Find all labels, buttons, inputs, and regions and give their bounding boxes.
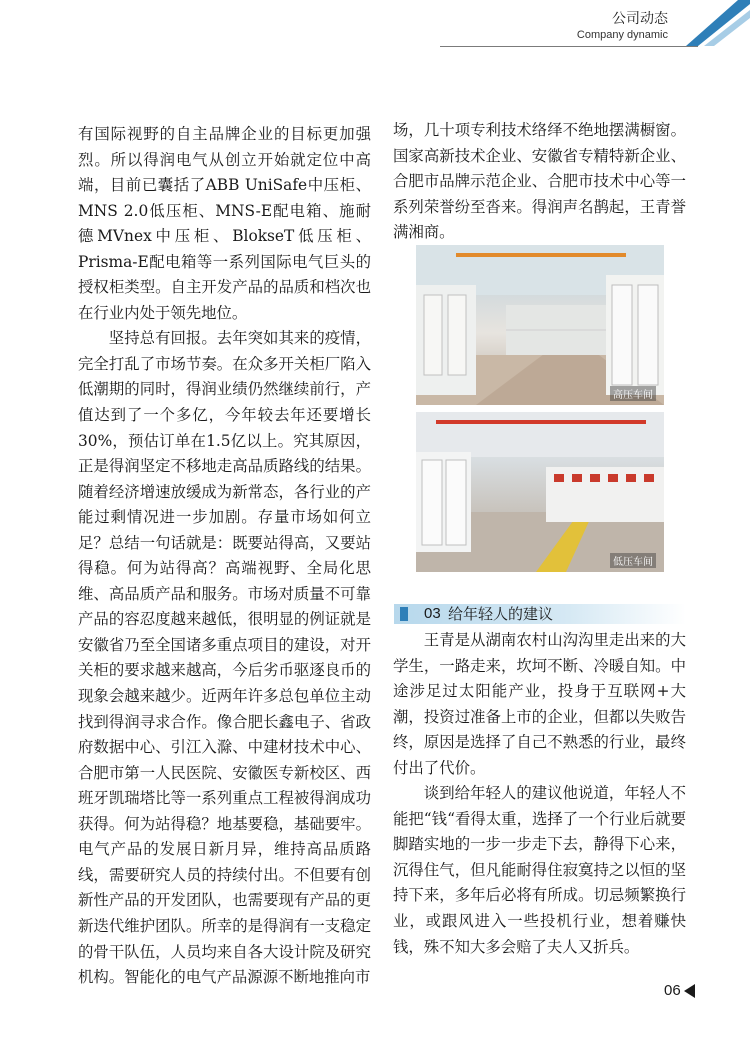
- section-paragraph-2: 谈到给年轻人的建议他说道，年轻人不能把“钱“看得太重，选择了一个行业后就要脚踏实地的一步一步走下去，静得下心来，沉得住气，但凡能耐得住寂寞持之以恒的坚持下来，多年后必将有所成。切忌频繁换行业，或跟风进入一些投机行业，想着赚快钱，殊不知大多会赔了夫人又折兵。: [393, 784, 686, 956]
- section-number: 03: [424, 605, 441, 622]
- section-marker-icon: [400, 607, 408, 621]
- section-body: [393, 628, 686, 960]
- workshop-illustration-1: [416, 245, 664, 405]
- low-voltage-workshop-photo: [416, 412, 664, 572]
- left-paragraph-2: 坚持总有回报。去年突如其来的疫情，完全打乱了市场节奏。在众多开关柜厂陷入低潮期的同时，得润业绩仍然继续前行，产值达到了一个多亿，今年较去年还要增长30%，预估订单在1.5亿以上。究其原因，正是得润坚定不移地走高品质路线的结果。随着经济增速放缓成为新常态，各行业的产能过剩情况进一步加剧。存量市场如何立足？总结一句话就是：既要站得高，又要站得稳。何为站得高？高端视野、全局化思维、高品质产品和服务。市场对质量不可靠产品的容忍度越来越低，很明显的例证就是安徽省乃至全国诸多重点项目的建设，对开关柜的要求越来越高，今后劣币驱逐良币的现象会越来越少。近两年许多总包单位主动找到得润寻求合作。像合肥长鑫电子、省政府数据中心、引江入滁、中建材技术中心、合肥市第一人民医院、安徽医专新校区、西班牙凯瑞塔比等一系列重点工程被得润成功获得。何为站得稳？地基要稳，基础要牢。电气产品的发展日新月异，维持高品质路线，需要研究人员的持续付出。不但要有创新性产品的开发团队，也需要现有产品的更新迭代维护团队。所幸的是得润有一支稳定的骨干队伍，人员均来自各大设计院及研究机构。智能化的电气产品源源不断地推向市: [78, 329, 371, 987]
- section-title: 给年轻人的建议: [448, 605, 554, 623]
- high-voltage-workshop-photo: [416, 245, 664, 405]
- page-arrow-icon: [684, 984, 695, 998]
- page-header: [577, 10, 668, 42]
- header-title-cn: 公司动态: [612, 11, 668, 27]
- page-number: 06: [664, 982, 681, 999]
- photo-label-2: 低压车间: [610, 553, 656, 568]
- section-heading: [394, 604, 686, 624]
- right-column: [393, 118, 686, 246]
- left-paragraph-1: 有国际视野的自主品牌企业的目标更加强烈。所以得润电气从创立开始就定位中高端，目前已囊括了ABB UniSafe中压柜、MNS 2.0低压柜、MNS-E配电箱、施耐德MVnex中压柜、BlokseT低压柜、Prisma-E配电箱等一系列国际电气巨头的授权柜类型。自主开发产品的品质和档次也在行业内处于领先地位。: [78, 125, 371, 322]
- section-paragraph-1: 王青是从湖南农村山沟沟里走出来的大学生，一路走来，坎坷不断、冷暖自知。中途涉足过太阳能产业，投身于互联网+大潮，投资过准备上市的企业，但都以失败告终，原因是选择了自己不熟悉的行业，最终付出了代价。: [393, 631, 686, 777]
- photo-label-1: 高压车间: [610, 386, 656, 401]
- header-divider: [440, 46, 698, 47]
- workshop-illustration-2: [416, 412, 664, 572]
- left-column: [78, 122, 371, 991]
- right-paragraph-1: 场，几十项专利技术络绎不绝地摆满橱窗。国家高新技术企业、安徽省专精特新企业、合肥市品牌示范企业、合肥市技术中心等一系列荣誉纷至沓来。得润声名鹊起，王青誉满湘商。: [393, 121, 686, 242]
- header-title-en: Company dynamic: [576, 29, 668, 41]
- header-corner-decoration: [680, 0, 750, 52]
